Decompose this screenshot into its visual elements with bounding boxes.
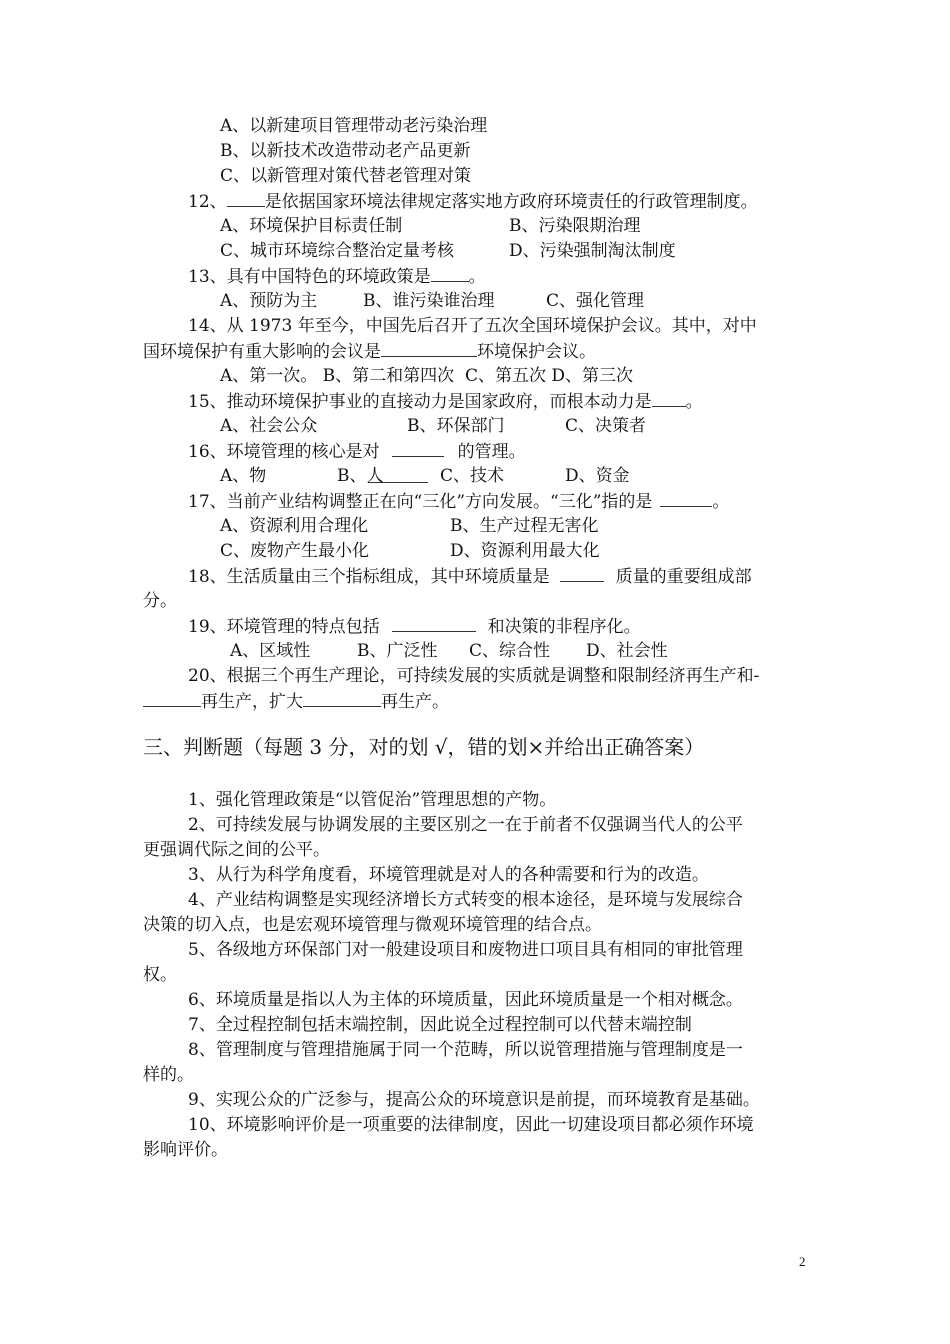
q17-option-c: C、废物产生最小化 (220, 541, 370, 561)
q12-blank (227, 189, 265, 207)
q19-option-b: B、广泛性 (357, 641, 438, 661)
q16-end: 的管理。 (457, 442, 526, 462)
q17-option-d: D、资源利用最大化 (450, 541, 600, 561)
tf-item-9: 9、实现公众的广泛参与，提高公众的环境意识是前提，而环境教育是基础。 (188, 1090, 760, 1110)
tf-item-7: 7、全过程控制包括末端控制，因此说全过程控制可以代替末端控制 (188, 1015, 692, 1035)
tf-item-8: 8、管理制度与管理措施属于同一个范畴，所以说管理措施与管理制度是一 (188, 1040, 743, 1060)
tf-item-10-cont: 影响评价。 (143, 1140, 228, 1160)
q16-blank (392, 439, 444, 457)
tf-item-4-cont: 决策的切入点，也是宏观环境管理与微观环境管理的结合点。 (143, 915, 602, 935)
q13-option-a: A、预防为主 (220, 291, 318, 311)
q15-blank (652, 389, 686, 407)
q15-option-b: B、环保部门 (407, 416, 505, 436)
q17-blank (660, 489, 712, 507)
q14-text: 国环境保护有重大影响的会议是 (143, 342, 381, 362)
q15-end: 。 (685, 392, 703, 412)
q19-option-a: A、区域性 (230, 641, 311, 661)
q14-options: A、第一次。 B、第二和第四次 C、第五次 D、第三次 (220, 366, 634, 386)
tf-item-1: 1、强化管理政策是“以管促治”管理思想的产物。 (188, 790, 557, 810)
q19-blank (392, 614, 476, 632)
q13-end: 。 (468, 267, 486, 287)
page-number: 2 (799, 1254, 806, 1269)
q12-option-b: B、污染限期治理 (509, 216, 641, 236)
q20-blank-2 (303, 689, 381, 707)
tf-item-6: 6、环境质量是指以人为主体的环境质量，因此环境质量是一个相对概念。 (188, 990, 743, 1010)
q16-option-a: A、物 (220, 466, 267, 486)
q17-text: 17、当前产业结构调整正在向“三化”方向发展。“三化”指的是 (188, 492, 653, 512)
q11-option-b: B、以新技术改造带动老产品更新 (220, 141, 471, 161)
q18-line2: 分。 (143, 591, 177, 611)
q14-line1: 14、从 1973 年至今，中国先后召开了五次全国环境保护会议。其中，对中 (188, 316, 757, 336)
q17-option-a: A、资源利用合理化 (220, 516, 369, 536)
q18-blank (560, 564, 604, 582)
q16-option-underline (368, 482, 428, 483)
q13-text: 13、具有中国特色的环境政策是 (188, 267, 431, 287)
q19-stem (188, 614, 641, 640)
q20-line1: 20、根据三个再生产理论，可持续发展的实质就是调整和限制经济再生产和- (188, 666, 760, 686)
tf-item-10: 10、环境影响评价是一项重要的法律制度，因此一切建设项目都必须作环境 (188, 1115, 754, 1135)
q19-option-d: D、社会性 (586, 641, 668, 661)
q12-option-a: A、环境保护目标责任制 (220, 216, 403, 236)
tf-item-8-cont: 样的。 (143, 1065, 194, 1085)
q13-option-b: B、谁污染谁治理 (363, 291, 495, 311)
tf-item-5: 5、各级地方环保部门对一般建设项目和废物进口项目具有相同的审批管理 (188, 940, 743, 960)
q14-line2 (143, 339, 596, 365)
tf-item-2-cont: 更强调代际之间的公平。 (143, 840, 330, 860)
q13-blank (431, 264, 469, 282)
q16-stem (188, 439, 526, 465)
q16-option-b: B、人 (337, 466, 384, 486)
q19-option-c: C、综合性 (469, 641, 551, 661)
q11-option-a: A、以新建项目管理带动老污染治理 (220, 116, 488, 136)
q16-option-d: D、资金 (565, 466, 630, 486)
q14-tail: 环境保护会议。 (477, 342, 596, 362)
tf-item-3: 3、从行为科学角度看，环境管理就是对人的各种需要和行为的改造。 (188, 865, 709, 885)
q16-text: 16、环境管理的核心是对 (188, 442, 380, 462)
q17-end: 。 (712, 492, 730, 512)
q12-text: 是依据国家环境法律规定落实地方政府环境责任的行政管理制度。 (264, 192, 758, 212)
section-title-true-false: 三、判断题（每题 3 分，对的划 √，错的划×并给出正确答案） (143, 735, 705, 759)
tf-item-4: 4、产业结构调整是实现经济增长方式转变的根本途径，是环境与发展综合 (188, 890, 743, 910)
q17-stem (188, 489, 729, 515)
q15-option-c: C、决策者 (565, 416, 647, 436)
q14-blank (381, 339, 477, 357)
q12-option-c: C、城市环境综合整治定量考核 (220, 241, 455, 261)
tf-item-5-cont: 权。 (143, 965, 177, 985)
q20-tail: 再生产。 (381, 692, 449, 712)
q18-tail: 质量的重要组成部 (615, 567, 752, 587)
q15-option-a: A、社会公众 (220, 416, 318, 436)
q20-blank-1 (143, 689, 201, 707)
q12-option-d: D、污染强制淘汰制度 (509, 241, 676, 261)
tf-item-2: 2、可持续发展与协调发展的主要区别之一在于前者不仅强调当代人的公平 (188, 815, 743, 835)
q18-text: 18、生活质量由三个指标组成，其中环境质量是 (188, 567, 550, 587)
q12-stem (188, 189, 758, 215)
q12-number: 12、 (188, 192, 227, 212)
q13-stem (188, 264, 486, 290)
q11-option-c: C、以新管理对策代替老管理对策 (220, 166, 472, 186)
q19-text: 19、环境管理的特点包括 (188, 617, 380, 637)
q19-tail: 和决策的非程序化。 (487, 617, 641, 637)
q15-text: 15、推动环境保护事业的直接动力是国家政府，而根本动力是 (188, 392, 652, 412)
q15-stem (188, 389, 703, 415)
q18-stem (188, 564, 752, 590)
q20-line2 (143, 689, 449, 715)
q20-text: 再生产，扩大 (201, 692, 303, 712)
q13-option-c: C、强化管理 (546, 291, 645, 311)
q16-option-c: C、技术 (440, 466, 505, 486)
q17-option-b: B、生产过程无害化 (450, 516, 599, 536)
